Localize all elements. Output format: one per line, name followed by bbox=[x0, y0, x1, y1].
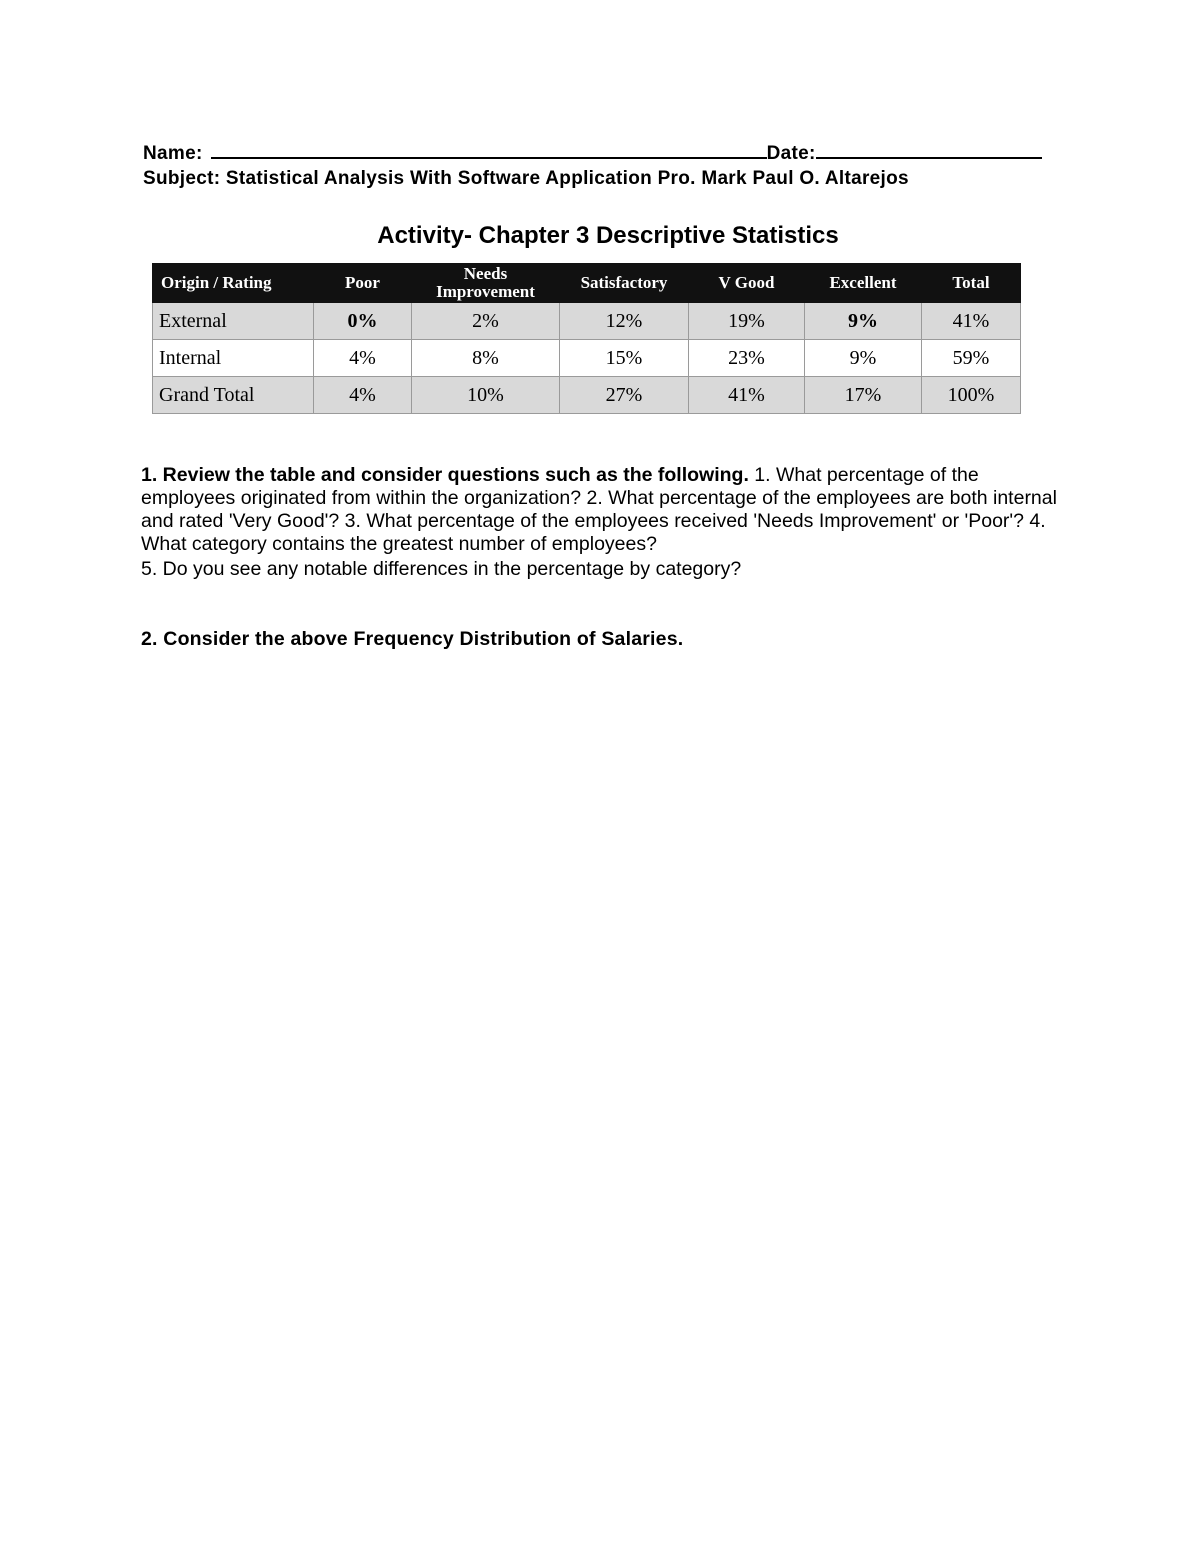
table-cell: 17% bbox=[805, 377, 922, 414]
name-blank bbox=[211, 141, 767, 159]
row-label: External bbox=[153, 303, 314, 340]
table-cell: 100% bbox=[922, 377, 1021, 414]
column-header: V Good bbox=[689, 264, 805, 303]
table-cell: 15% bbox=[560, 340, 689, 377]
questions-body: 1. What percentage of the employees originated from within the organization? 2. What percentage of the employees are both internal and rated 'Very Good'? 3. What percentage of the employees received 'Needs Improvement' or 'Poor'? 4. What category contains the greatest number of employees? bbox=[141, 464, 1057, 555]
questions-paragraph bbox=[141, 464, 1071, 556]
column-header: Origin / Rating bbox=[153, 264, 314, 303]
section-2-heading: 2. Consider the above Frequency Distribution of Salaries. bbox=[141, 628, 684, 650]
table-cell: 59% bbox=[922, 340, 1021, 377]
table-cell: 41% bbox=[689, 377, 805, 414]
table-cell: 19% bbox=[689, 303, 805, 340]
table-cell: 27% bbox=[560, 377, 689, 414]
table-row bbox=[153, 340, 1021, 377]
table-cell: 12% bbox=[560, 303, 689, 340]
question-5: 5. Do you see any notable differences in the percentage by category? bbox=[141, 558, 742, 580]
table-cell: 41% bbox=[922, 303, 1021, 340]
table-cell: 8% bbox=[412, 340, 560, 377]
date-blank bbox=[816, 141, 1042, 159]
table-row bbox=[153, 377, 1021, 414]
table-cell: 4% bbox=[314, 340, 412, 377]
name-date-line bbox=[143, 141, 1042, 165]
column-header: Poor bbox=[314, 264, 412, 303]
table-cell: 9% bbox=[805, 340, 922, 377]
row-label: Grand Total bbox=[153, 377, 314, 414]
table-cell: 4% bbox=[314, 377, 412, 414]
activity-title: Activity- Chapter 3 Descriptive Statistics bbox=[377, 222, 839, 249]
table-cell: 10% bbox=[412, 377, 560, 414]
table-cell: 23% bbox=[689, 340, 805, 377]
questions-lead: 1. Review the table and consider questions such as the following. bbox=[141, 464, 749, 486]
table-cell: 2% bbox=[412, 303, 560, 340]
rating-table bbox=[152, 263, 1021, 414]
column-header: Satisfactory bbox=[560, 264, 689, 303]
table-header-row bbox=[153, 264, 1021, 303]
subject-line: Subject: Statistical Analysis With Software Application Pro. Mark Paul O. Altarejos bbox=[143, 168, 909, 189]
date-label: Date: bbox=[766, 143, 816, 164]
table-cell: 9% bbox=[805, 303, 922, 340]
row-label: Internal bbox=[153, 340, 314, 377]
column-header: Total bbox=[922, 264, 1021, 303]
table-cell: 0% bbox=[314, 303, 412, 340]
column-header: Excellent bbox=[805, 264, 922, 303]
column-header: Needs Improvement bbox=[412, 264, 560, 303]
table-row bbox=[153, 303, 1021, 340]
name-label: Name: bbox=[143, 143, 203, 164]
